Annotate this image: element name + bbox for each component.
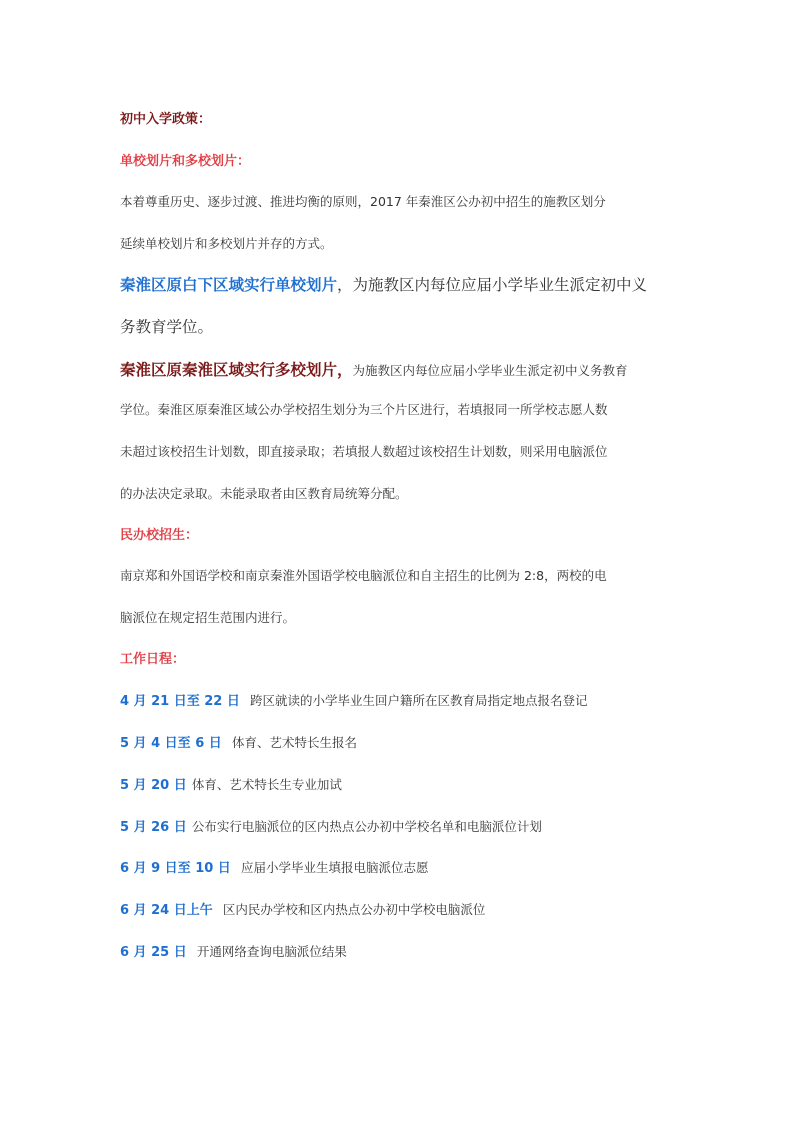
- schedule-text: 体育、艺术特长生专业加试: [191, 777, 342, 792]
- section-heading-private: 民办校招生：: [120, 528, 199, 543]
- paragraph-line: 本着尊重历史、逐步过渡、推进均衡的原则，2017 年秦淮区公办初中招生的施教区划分: [120, 194, 606, 209]
- schedule-item: [120, 774, 342, 793]
- schedule-date: 6 月 9 日至 10 日: [120, 861, 231, 876]
- paragraph-line: 的办法决定录取。未能录取者由区教育局统筹分配。: [120, 486, 408, 501]
- schedule-text: 区内民办学校和区内热点公办初中学校电脑派位: [222, 902, 486, 917]
- schedule-text: 公布实行电脑派位的区内热点公办初中学校名单和电脑派位计划: [191, 819, 542, 834]
- schedule-date: 5 月 20 日: [120, 778, 187, 793]
- paragraph-line: 南京郑和外国语学校和南京秦淮外国语学校电脑派位和自主招生的比例为 2:8，两校的电: [120, 568, 607, 583]
- section-heading-schedule: 工作日程：: [120, 652, 186, 667]
- paragraph-line: 学位。秦淮区原秦淮区域公办学校招生划分为三个片区进行，若填报同一所学校志愿人数: [120, 402, 608, 417]
- schedule-date: 6 月 25 日: [120, 945, 187, 960]
- schedule-item: [120, 941, 347, 960]
- schedule-date: 6 月 24 日上午: [120, 903, 213, 918]
- highlight-single-zone: 秦淮区原白下区域实行单校划片: [120, 276, 338, 294]
- paragraph-line: 未超过该校招生计划数，即直接录取；若填报人数超过该校招生计划数，则采用电脑派位: [120, 444, 608, 459]
- schedule-item: [120, 732, 357, 751]
- schedule-item: [120, 816, 542, 835]
- schedule-item: [120, 690, 588, 709]
- schedule-date: 4 月 21 日至 22 日: [120, 694, 240, 709]
- paragraph-single-zone: [120, 273, 647, 295]
- page-title: 初中入学政策：: [120, 112, 212, 127]
- highlight-multi-zone: 秦淮区原秦淮区域实行多校划片，: [120, 361, 353, 379]
- schedule-item: [120, 899, 485, 918]
- schedule-text: 开通网络查询电脑派位结果: [196, 944, 347, 959]
- paragraph-text: ，为施教区内每位应届小学毕业生派定初中义: [337, 276, 648, 294]
- section-heading-zoning: 单校划片和多校划片：: [120, 154, 251, 169]
- paragraph-line: 脑派位在规定招生范围内进行。: [120, 610, 296, 625]
- schedule-text: 跨区就读的小学毕业生回户籍所在区教育局指定地点报名登记: [250, 693, 588, 708]
- paragraph-multi-zone: [120, 358, 628, 380]
- schedule-item: [120, 857, 429, 876]
- paragraph-line: 延续单校划片和多校划片并存的方式。: [120, 236, 333, 251]
- schedule-text: 应届小学毕业生填报电脑派位志愿: [240, 860, 429, 875]
- schedule-date: 5 月 26 日: [120, 820, 187, 835]
- schedule-text: 体育、艺术特长生报名: [231, 735, 357, 750]
- paragraph-text: 为施教区内每位应届小学毕业生派定初中义务教育: [352, 363, 628, 378]
- schedule-date: 5 月 4 日至 6 日: [120, 736, 222, 751]
- paragraph-line: 务教育学位。: [120, 318, 214, 336]
